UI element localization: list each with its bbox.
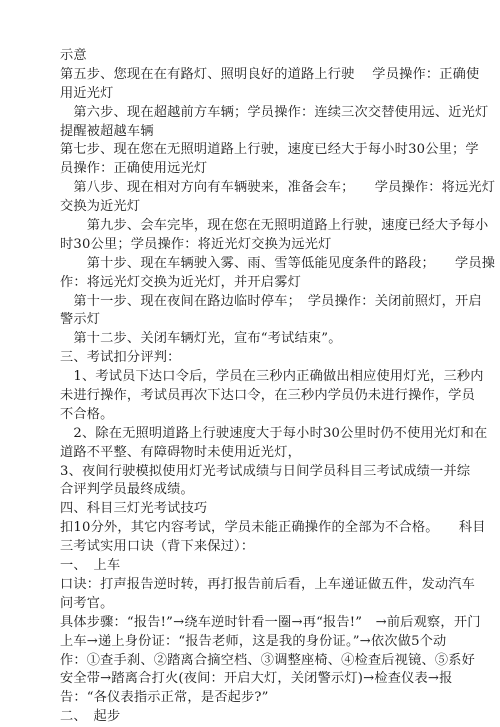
text-line: 第十步、现在车辆驶入雾、雨、雪等低能见度条件的路段； 学员操 bbox=[60, 255, 496, 271]
section-heading: 二、 起步 bbox=[60, 709, 121, 725]
section-heading: 三、考试扣分评判： bbox=[60, 350, 181, 366]
text-line: 2、除在无照明道路上行驶速度大于每小时30公里时仍不使用光灯和在 bbox=[60, 425, 488, 441]
text-line: 不合格。 bbox=[60, 406, 114, 422]
text-line: 时30公里；学员操作：将近光灯交换为远光灯 bbox=[60, 236, 332, 252]
text-line: 员操作：正确使用远光灯 bbox=[60, 161, 208, 177]
text-line: 提醒被超越车辆 bbox=[60, 123, 154, 139]
text-line: 作：将远光灯交换为近光灯，并开启雾灯 bbox=[60, 274, 301, 290]
text-line: 口诀：打声报告逆时转，再打报告前后看，上车递证做五件，发动汽车 bbox=[60, 576, 476, 592]
text-line: 1、考试员下达口令后，学员在三秒内正确做出相应使用灯光，三秒内 bbox=[60, 369, 484, 385]
text-line: 具体步骤：“报告!”→绕车逆时针看一圈→再“报告!” →前后观察，开门 bbox=[60, 614, 481, 630]
text-line: 扣10分外，其它内容考试，学员未能正确操作的全部为不合格。 科目 bbox=[60, 520, 486, 536]
text-line: 第七步、现在您在无照明道路上行驶，速度已经大于每小时30公里；学 bbox=[60, 142, 479, 158]
document-body bbox=[60, 47, 496, 727]
text-line: 交换为近光灯 bbox=[60, 199, 141, 215]
text-line: 安全带→踏离合打火(夜间：开启大灯，关闭警示灯)→检查仪表→报 bbox=[60, 671, 453, 687]
text-line: 三考试实用口诀（背下来保过）： bbox=[60, 539, 255, 555]
text-line: 上车→递上身份证：“报告老师，这是我的身份证。”→依次做5个动 bbox=[60, 633, 447, 649]
section-heading: 一、 上车 bbox=[60, 558, 121, 574]
text-line: 第十二步、关闭车辆灯光，宣布“考试结束”。 bbox=[60, 331, 342, 347]
text-line: 未进行操作，考试员再次下达口令，在三秒内学员仍未进行操作，学员 bbox=[60, 388, 476, 404]
text-line: 警示灯 bbox=[60, 312, 101, 328]
text-line: 道路不平整、有障碍物时未使用近光灯， bbox=[60, 444, 301, 460]
text-line: 第八步、现在相对方向有车辆驶来，准备会车； 学员操作：将远光灯 bbox=[60, 180, 496, 196]
text-line: 第六步、现在超越前方车辆；学员操作：连续三次交替使用远、近光灯 bbox=[60, 104, 489, 120]
text-line: 合评判学员最终成绩。 bbox=[60, 482, 194, 498]
text-line: 3、夜间行驶模拟使用灯光考试成绩与日间学员科目三考试成绩一并综 bbox=[60, 463, 471, 479]
text-line: 用近光灯 bbox=[60, 85, 114, 101]
text-line: 第九步、会车完毕，现在您在无照明道路上行驶，速度已经大予每小 bbox=[60, 218, 489, 234]
text-line: 示意 bbox=[60, 48, 87, 63]
text-line: 第五步、您现在在有路灯、照明良好的道路上行驶 学员操作：正确使 bbox=[60, 66, 480, 82]
text-line: 作：①查手刹、②踏离合摘空档、③调整座椅、④检查后视镜、⑤系好 bbox=[60, 652, 476, 668]
section-heading: 四、科目三灯光考试技巧 bbox=[60, 501, 208, 517]
text-line: 问考官。 bbox=[60, 595, 114, 611]
text-line: 第十一步、现在夜间在路边临时停车； 学员操作：关闭前照灯，开启 bbox=[60, 293, 482, 309]
text-line: 告：“各仪表指示正常，是否起步?” bbox=[60, 690, 269, 706]
